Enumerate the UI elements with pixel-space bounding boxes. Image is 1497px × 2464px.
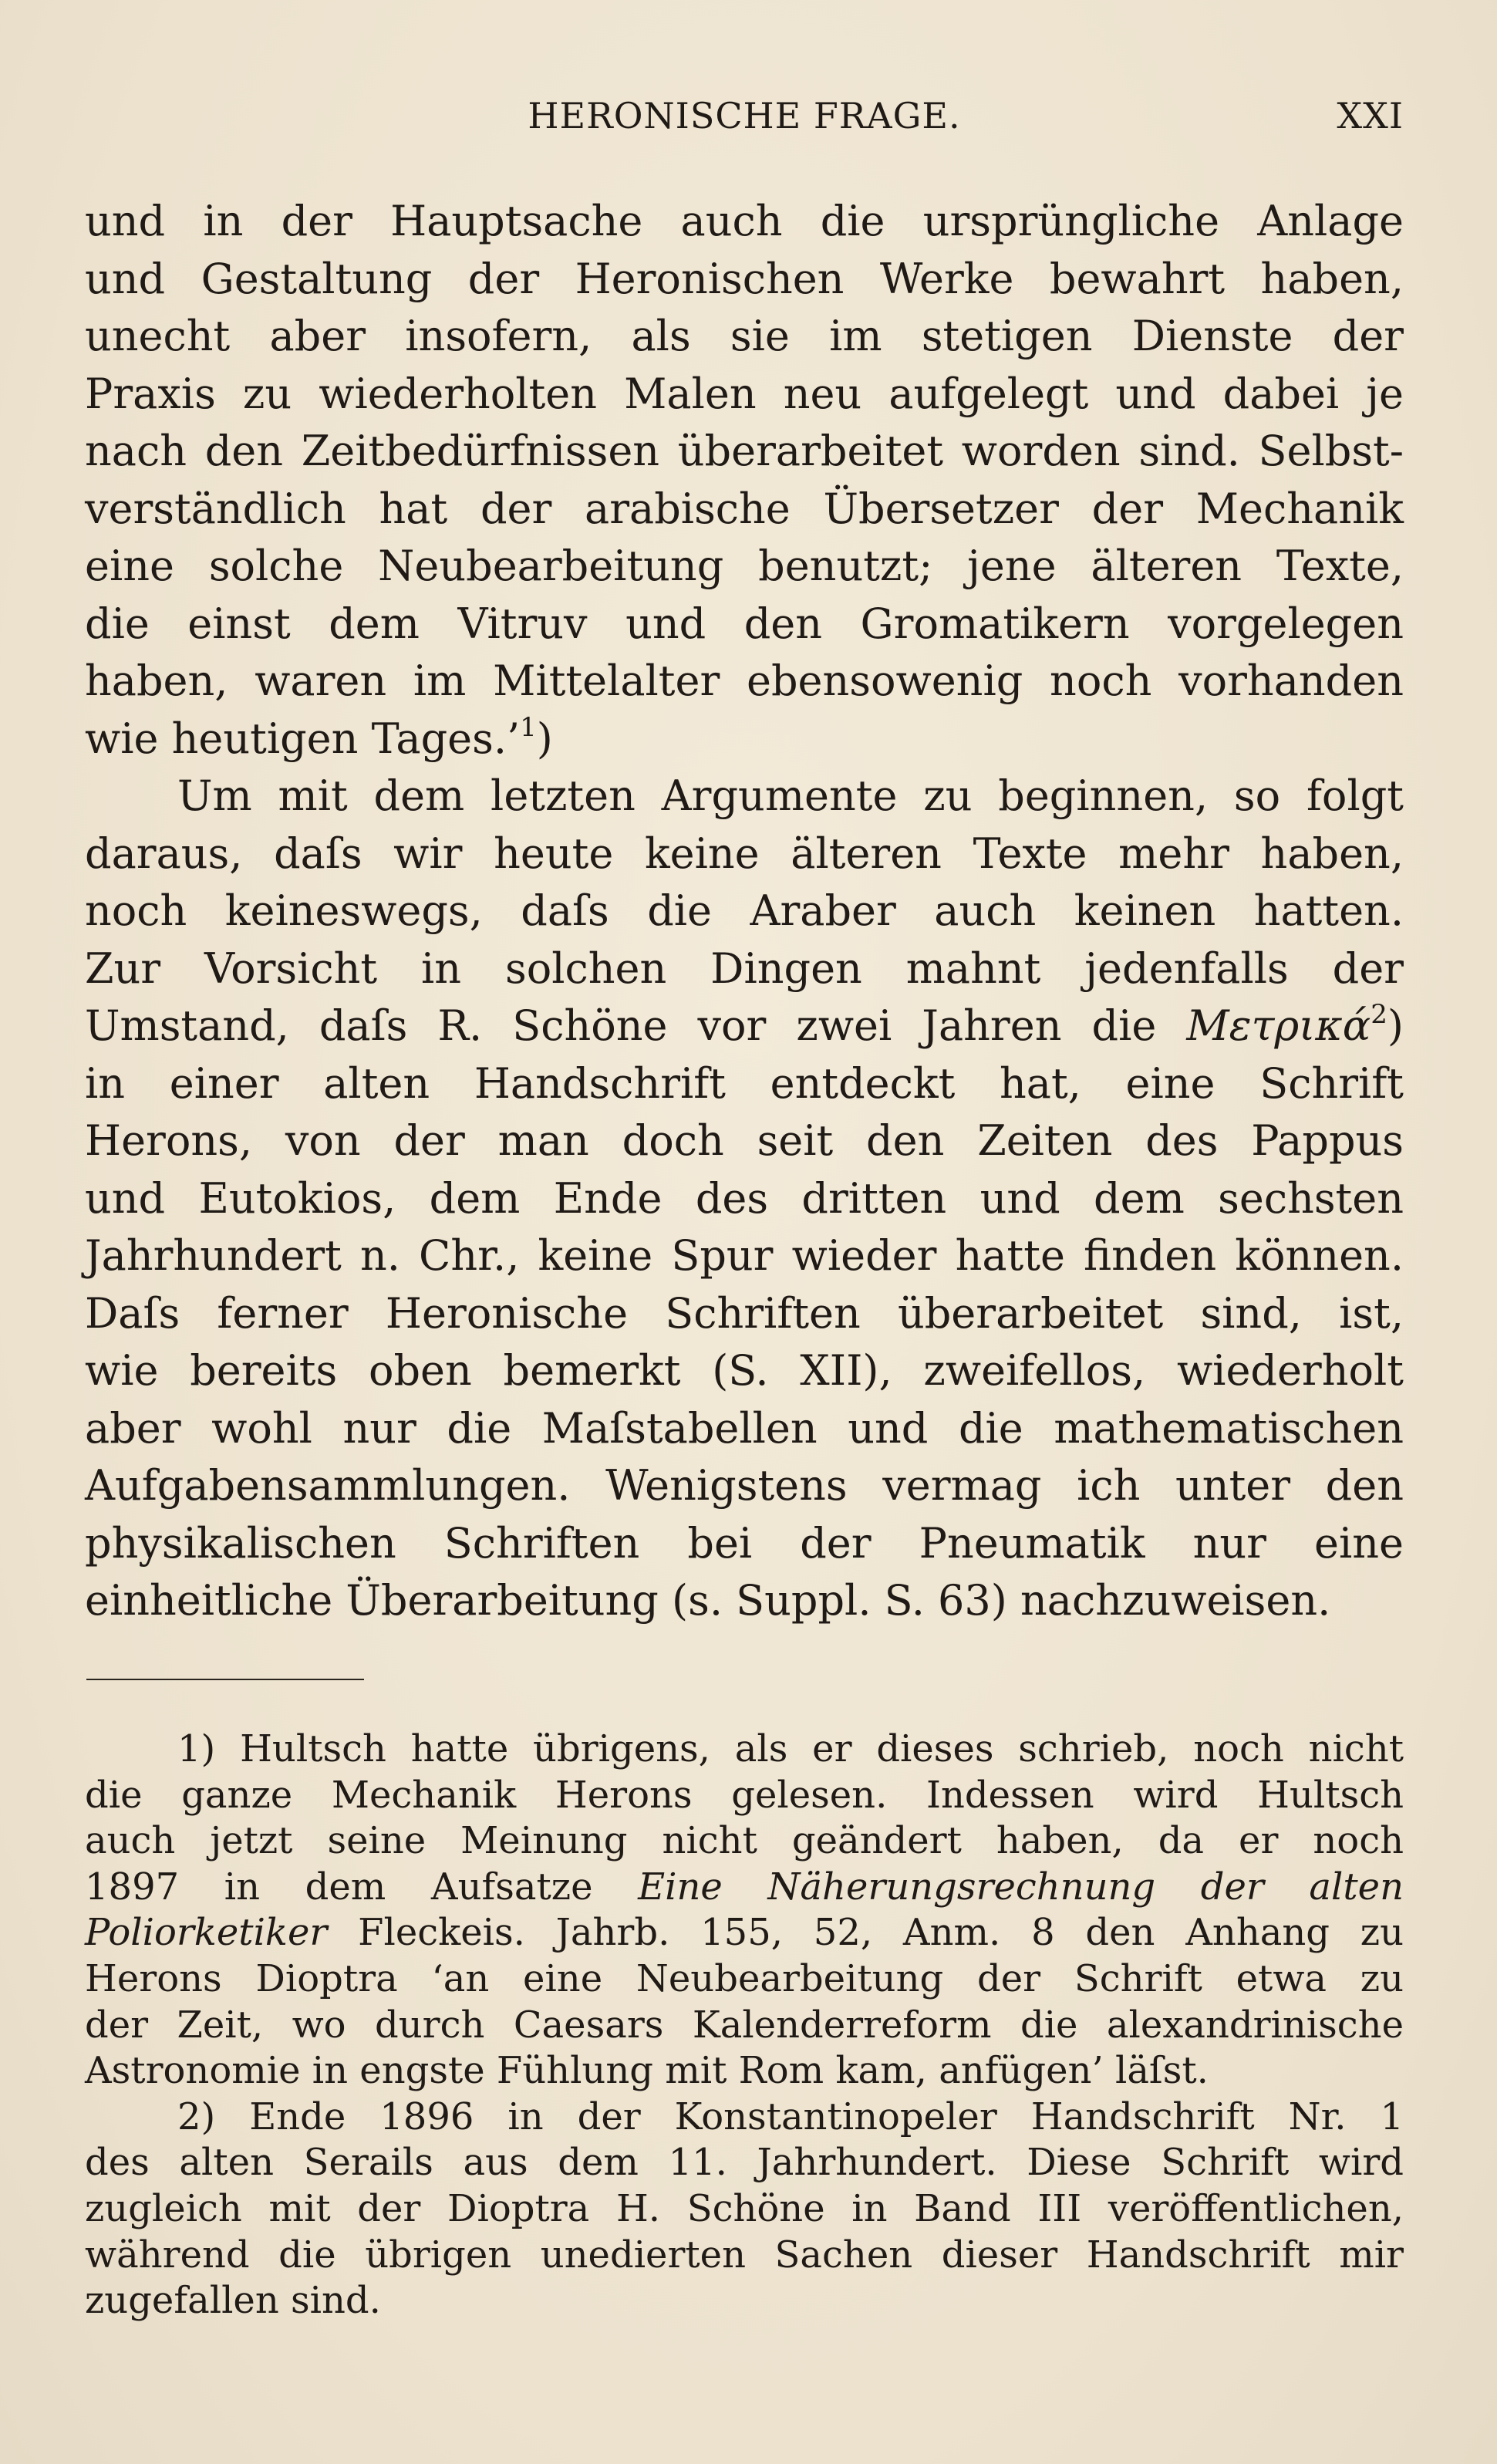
text-line: Jahrhundert n. Chr., keine Spur wieder hatte finden können. [85,1231,1404,1280]
page-number: XXI [1337,95,1404,137]
text-line: eine solche Neubearbeitung benutzt; jene älteren Texte, [85,542,1404,590]
text-line: verständlich hat der arabische Übersetzer der Mechanik [85,484,1404,533]
footnote-1-line: Herons Dioptra ‘an eine Neubearbeitung der Schrift etwa zu [85,1956,1404,2000]
text-line [85,711,1404,768]
text-fragment: 1897 in dem Aufsatze [85,1865,639,1909]
footnote-ref-2[interactable]: 2 [1371,999,1387,1030]
text-line: in einer alten Handschrift entdeckt hat, eine Schrift [85,1058,1404,1108]
text-fragment: ) [1387,1001,1404,1050]
text-line: wie bereits oben bemerkt (S. XII), zweifellos, wiederholt [85,1346,1404,1395]
footnotes [85,1726,1404,2324]
footnote-1-line [85,1865,1404,1911]
footnote-1-line [85,1910,1404,1956]
footnote-ref-1[interactable]: 1 [520,711,537,743]
footnote-1-line: auch jetzt seine Meinung nicht geändert haben, da er noch [85,1819,1404,1863]
footnote-2-line: 2) Ende 1896 in der Konstantinopeler Handschrift Nr. 1 [177,2094,1404,2138]
running-head [85,85,1404,147]
text-line: Daſs ferner Heronische Schriften überarbeitet sind, ist, [85,1288,1404,1338]
greek-title: Μετρικά [1186,1001,1371,1050]
footnote-2-line: des alten Serails aus dem 11. Jahrhundert. Diese Schrift wird [85,2141,1404,2185]
footnote-1-line: die ganze Mechanik Herons gelesen. Indessen wird Hultsch [85,1773,1404,1817]
text-line: unecht aber insofern, als sie im stetigen Dienste der [85,312,1404,360]
text-line: und in der Hauptsache auch die ursprüngliche Anlage [85,197,1404,245]
footnote-1-line: der Zeit, wo durch Caesars Kalenderreform die alexandrinische [85,2003,1404,2047]
cited-article-title: Poliorketiker [85,1911,328,1955]
text-fragment: ) [536,714,553,763]
text-line: einheitliche Überarbeitung (s. Suppl. S. 63) nachzuweisen. [85,1576,1331,1625]
footnote-2-line: zugleich mit der Dioptra H. Schöne in Band III veröffentlichen, [85,2186,1404,2230]
text-fragment: wie heutigen Tages.’ [85,714,521,763]
footnote-2-line: zugefallen sind. [85,2279,381,2323]
text-line: Praxis zu wiederholten Malen neu aufgelegt und dabei je [85,369,1404,418]
text-line: Zur Vorsicht in solchen Dingen mahnt jedenfalls der [85,943,1404,993]
text-line: Aufgabensammlungen. Wenigstens vermag ich unter den [85,1461,1404,1510]
paragraph-start-line: Um mit dem letzten Argumente zu beginnen, so folgt [177,771,1404,820]
text-fragment: Fleckeis. Jahrb. 155, 52, Anm. 8 den Anhang zu [327,1911,1404,1955]
footnote-1-line: 1) Hultsch hatte übrigens, als er dieses schrieb, noch nicht [177,1727,1404,1770]
text-line: die einst dem Vitruv und den Gromatikern vorgelegen [85,599,1404,648]
text-fragment: Umstand, daſs R. Schöne vor zwei Jahren die [85,1001,1187,1050]
text-line [85,997,1404,1055]
text-line: noch keineswegs, daſs die Araber auch keinen hatten. [85,886,1404,935]
text-line: daraus, daſs wir heute keine älteren Texte mehr haben, [85,829,1404,878]
cited-article-title: Eine Näherungsrechnung der alten [638,1865,1404,1909]
text-line: aber wohl nur die Maſstabellen und die mathematischen [85,1403,1404,1453]
text-line: nach den Zeitbedürfnissen überarbeitet worden sind. Selbst- [85,427,1404,475]
text-line: und Eutokios, dem Ende des dritten und dem sechsten [85,1173,1404,1223]
footnote-rule [86,1679,364,1680]
footnote-1-line: Astronomie in engste Fühlung mit Rom kam, anfügen’ läſst. [85,2049,1209,2093]
main-text [85,193,1404,1630]
text-line: Herons, von der man doch seit den Zeiten des Pappus [85,1116,1404,1165]
text-line: physikalischen Schriften bei der Pneumatik nur eine [85,1518,1404,1568]
footnote-2-line: während die übrigen unedierten Sachen dieser Handschrift mir [85,2233,1404,2277]
running-title: HERONISCHE FRAGE. [528,95,961,137]
text-line: und Gestaltung der Heronischen Werke bewahrt haben, [85,254,1404,303]
text-line: haben, waren im Mittelalter ebensowenig noch vorhanden [85,657,1404,705]
